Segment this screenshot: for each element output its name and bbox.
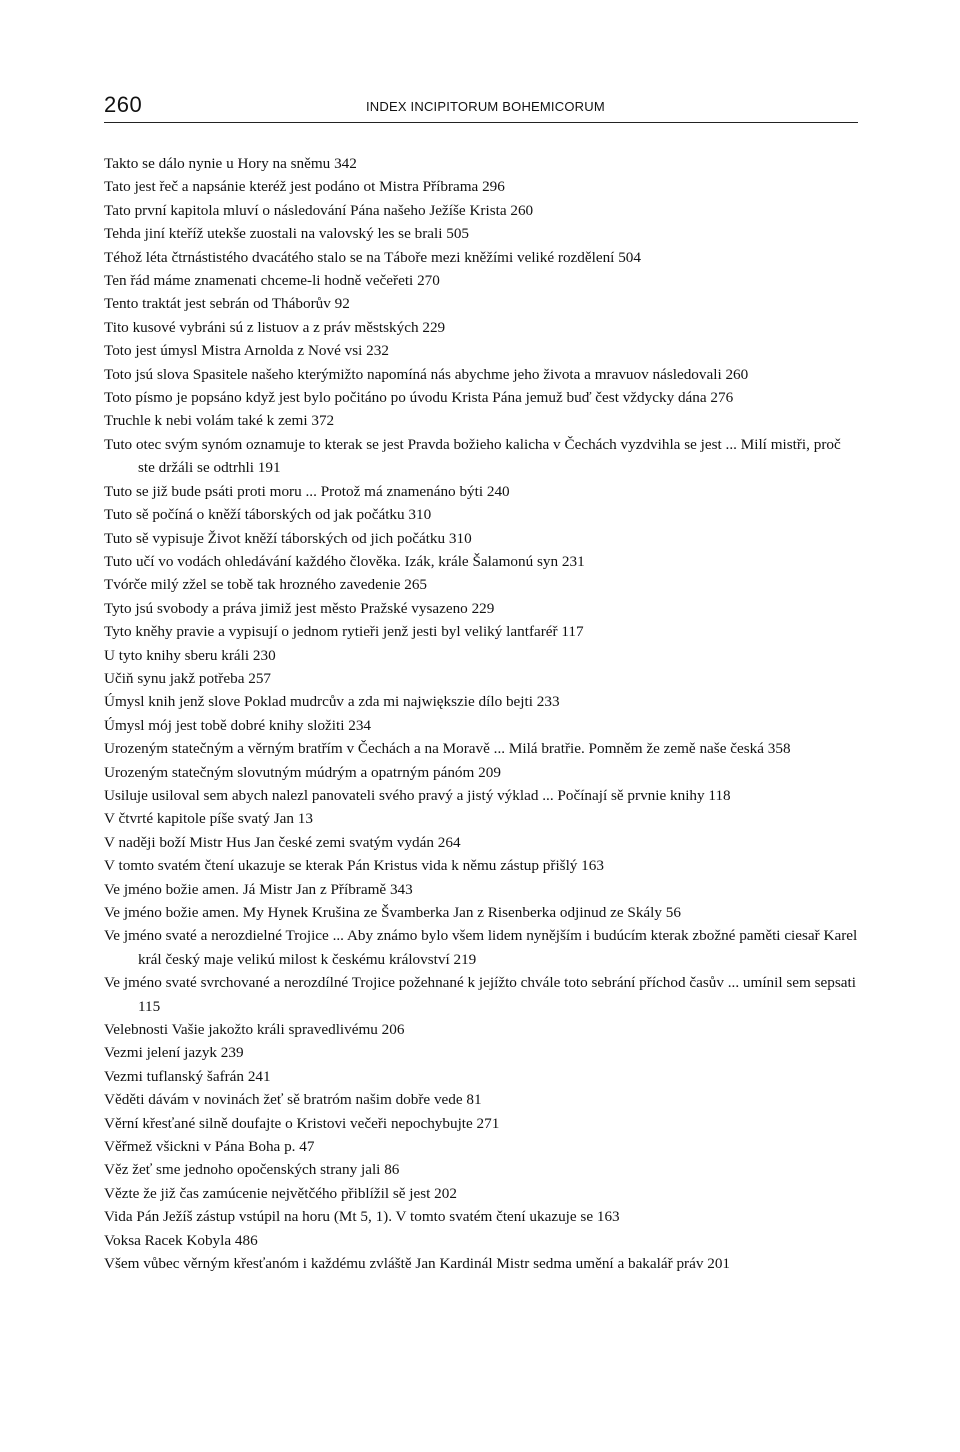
index-entry: U tyto knihy sberu králi 230 [104,646,276,664]
index-list [104,152,858,1276]
index-entry: Tehda jiní kteříž utekše zuostali na valovský les se brali 505 [104,225,470,243]
index-entry: Tato jest řeč a napsánie kteréž jest podáno ot Mistra Příbrama 296 [104,178,505,196]
index-entry: Tuto se již bude psáti proti moru ... Protož má znamenáno býti 240 [104,482,510,500]
index-entry: Vezmi jelení jazyk 239 [104,1044,244,1062]
index-entry: Téhož léta čtrnástistého dvacátého stalo se na Táboře mezi kněžími veliké rozdělení 504 [104,248,641,266]
index-entry: Toto jest úmysl Mistra Arnolda z Nové vsi 232 [104,342,389,360]
index-entry: Věřmež všickni v Pána Boha p. 47 [104,1138,315,1156]
index-entry: Tento traktát jest sebrán od Tháborův 92 [104,295,350,313]
index-entry: Takto se dálo nynie u Hory na sněmu 342 [104,155,357,172]
index-entry: Věz žeť sme jednoho opočenských strany jali 86 [104,1161,400,1179]
page-number: 260 [104,92,143,117]
index-entry: V naději boží Mistr Hus Jan české zemi svatým vydán 264 [104,833,461,851]
index-entry: Tuto otec svým synóm oznamuje to kterak se jest Pravda božieho kalicha v Čechách vyzdvihla se jest ... Milí mistři, proč ste držáli se odtrhli 191 [104,435,841,477]
index-entry: Učiň synu jakž potřeba 257 [104,669,272,687]
index-entry: Tyto kněhy pravie a vypisují o jednom rytieři jenž jesti byl veliký lantfaréř 117 [104,623,584,641]
index-entry: Ten řád máme znamenati chceme-li hodně večeřeti 270 [104,272,440,290]
running-title: INDEX INCIPITORUM BOHEMICORUM [366,99,605,114]
index-entry: Věděti dávám v novinách žeť sě bratróm našim dobře vede 81 [104,1091,482,1109]
index-entry: Tvórče milý zžel se tobě tak hrozného zavedenie 265 [104,576,428,594]
index-entry: Úmysl knih jenž slove Poklad mudrcův a zda mi największie dílo bejti 233 [104,693,560,711]
index-entry: Usiluje usiloval sem abych nalezl panovateli svého pravý a jistý výklad ... Počínají sě prvnie knihy 118 [104,786,731,804]
index-entry: Úmysl mój jest tobě dobré knihy složiti 234 [104,716,372,734]
index-entry: Vezmi tuflanský šafrán 241 [104,1067,271,1085]
index-entry: Truchle k nebi volám také k zemi 372 [104,412,335,430]
index-entry: Vězte že již čas zamúcenie největčého přiblížil sě jest 202 [104,1184,457,1202]
index-entry: Tyto jsú svobody a práva jimiž jest město Pražské vysazeno 229 [104,599,495,617]
index-entry: Ve jméno svaté svrchované a nerozdílné Trojice požehnané k jejížto chvále toto sebrání příchod časův ... umínil sem sepsati 115 [104,974,856,1015]
index-entry: Ve jméno božie amen. Já Mistr Jan z Příbramě 343 [104,880,413,898]
index-entry: Ve jméno božie amen. My Hynek Krušina ze Švamberka Jan z Risenberka odjinud ze Skály 56 [104,904,681,921]
index-entry: V tomto svatém čtení ukazuje se kterak Pán Kristus vida k němu zástup přišlý 163 [104,857,604,875]
index-entry: Věrní křesťané silně doufajte o Kristovi večeři nepochybujte 271 [104,1114,500,1132]
index-entry: Toto písmo je popsáno když jest bylo počitáno po úvodu Krista Pána jemuž buď čest vždycky dána 276 [104,389,734,407]
index-entry: Tato první kapitola mluví o následování Pána našeho Ježíše Krista 260 [104,201,534,219]
index-entry: Voksa Racek Kobyla 486 [104,1231,258,1249]
index-entry: Velebnosti Vašie jakožto králi spravedlivému 206 [104,1021,405,1039]
index-entry: Tito kusové vybráni sú z listuov a z práv městských 229 [104,318,446,336]
index-entry: Všem vůbec věrným křesťanóm i každému zvláště Jan Kardinál Mistr sedma umění a bakalář práv 201 [104,1255,731,1273]
index-entry: Tuto sě počíná o kněží táborských od jak počátku 310 [104,506,432,524]
index-entry: Urozeným statečným slovutným múdrým a opatrným pánóm 209 [104,763,501,781]
index-entry: Vida Pán Ježíš zástup vstúpil na horu (Mt 5, 1). V tomto svatém čtení ukazuje se 163 [104,1208,620,1226]
index-entry: Toto jsú slova Spasitele našeho kterýmižto napomíná nás abychme jeho života a mravuov následovali 260 [104,365,749,383]
index-entry: Tuto učí vo vodách ohledávání každého člověka. Izák, krále Šalamonú syn 231 [104,552,585,570]
index-entry: Ve jméno svaté a nerozdielné Trojice ... Aby známo bylo všem lidem nynějším i budúcím kterak zbožné paměti ciesař Karel král český maje velikú milost k českému království 219 [104,927,858,968]
page-header [104,92,858,123]
index-entry: Tuto sě vypisuje Život kněží táborských od jich počátku 310 [104,529,472,547]
index-entry: Urozeným statečným a věrným bratřím v Čechách a na Moravě ... Milá bratřie. Pomněm že země naše česká 358 [104,740,791,758]
index-entry: V čtvrté kapitole píše svatý Jan 13 [104,810,313,828]
